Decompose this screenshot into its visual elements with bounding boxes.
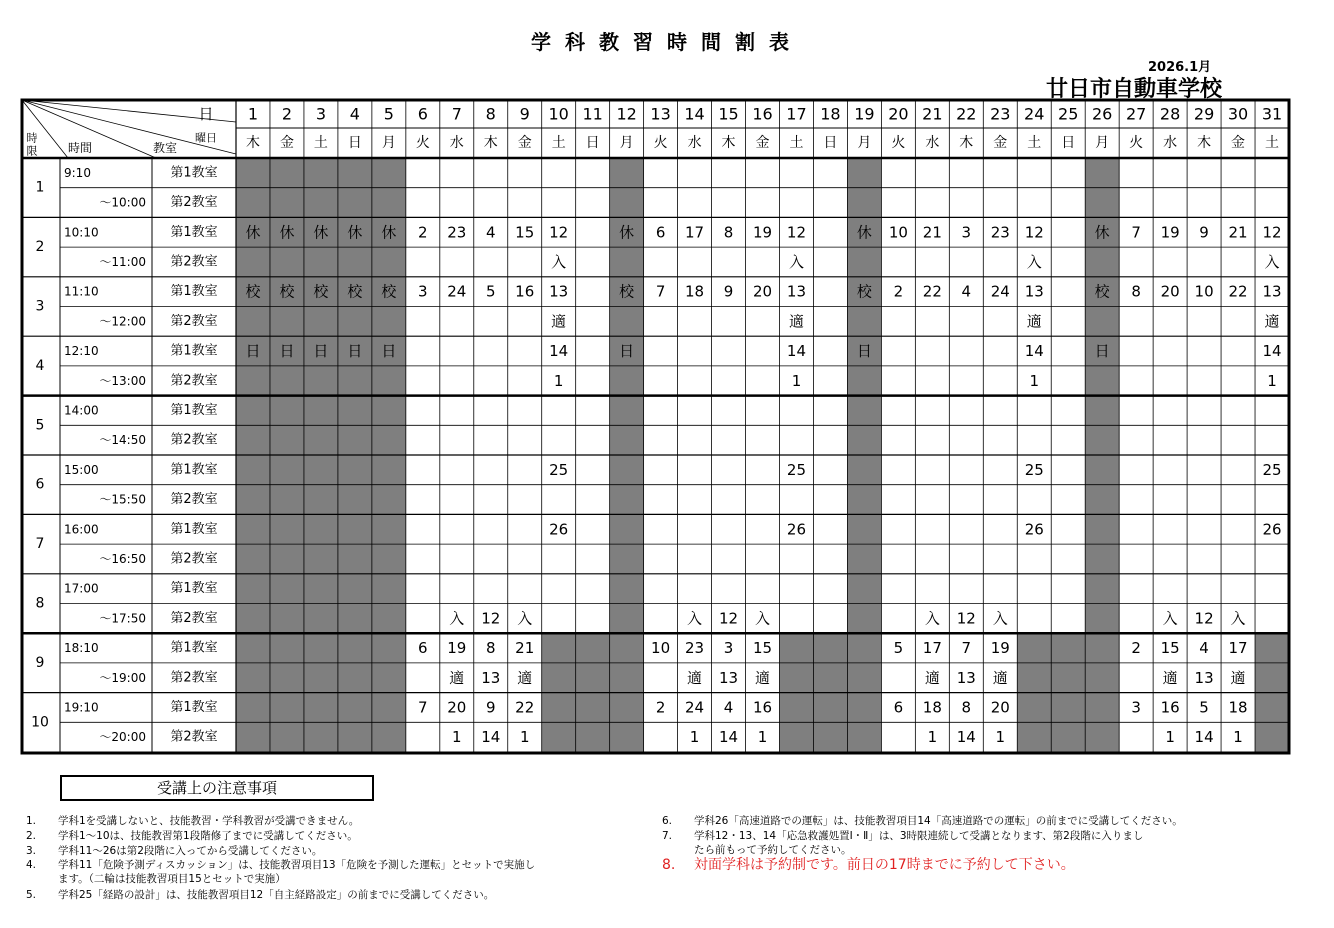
month-label: 2026.1月: [1148, 60, 1212, 75]
period-start-time: 17:00: [64, 581, 99, 596]
schedule-cell: 15: [1160, 639, 1180, 658]
period-number: 4: [35, 357, 45, 374]
schedule-cell: 19: [447, 639, 467, 658]
weekday: 日: [823, 135, 838, 151]
note-2: 2. 学科1～10は、技能教習第1段階修了までに受講してください。: [26, 830, 358, 842]
schedule-cell: 1: [689, 728, 700, 747]
schedule-cell: 3: [1131, 698, 1141, 717]
room-1-label: 第1教室: [170, 165, 218, 181]
note-8: 8. 対面学科は予約制です。前日の17時までに予約して下さい。: [662, 857, 1075, 873]
schedule-cell: 21: [1228, 223, 1248, 242]
period-number: 10: [31, 714, 49, 731]
schedule-cell: 1: [927, 728, 938, 747]
schedule-cell: 日: [279, 342, 295, 361]
schedule-cell: 4: [961, 282, 972, 301]
schedule-cell: 16: [752, 698, 773, 717]
notice-title: 受講上の注意事項: [60, 775, 374, 801]
schedule-cell: 校: [279, 282, 295, 301]
schedule-cell: 18: [685, 282, 705, 301]
schedule-cell: 入: [687, 609, 703, 628]
schedule-cell: 14: [1024, 342, 1044, 361]
schedule-cell: 10: [651, 639, 671, 658]
schedule-cell: 8: [1131, 282, 1141, 301]
page-title: 学科教習時間割表: [531, 30, 803, 54]
day-number: 29: [1193, 104, 1215, 124]
schedule-cell: 25: [1262, 460, 1282, 479]
weekday: 土: [1027, 135, 1042, 151]
schedule-cell: 入: [1026, 252, 1042, 271]
day-number: 3: [315, 104, 327, 124]
weekday: 土: [551, 135, 566, 151]
weekday: 水: [1163, 135, 1178, 151]
room-2-label: 第2教室: [170, 551, 218, 567]
day-number: 27: [1125, 104, 1147, 124]
weekday: 水: [687, 135, 702, 151]
schedule-cell: 日: [313, 342, 329, 361]
note-7: 7. 学科12・13、14「応急救護処置Ⅰ・Ⅱ」は、3時限連続して受講となります、第2段階に入りまし たら前もって予約してください。: [662, 830, 1144, 856]
schedule-cell: 1: [1233, 728, 1243, 747]
schedule-cell: 7: [1131, 223, 1141, 242]
period-end-time: ～11:00: [99, 254, 146, 269]
period-start-time: 16:00: [64, 522, 99, 537]
schedule-cell: 13: [956, 668, 976, 687]
room-2-label: 第2教室: [170, 195, 218, 211]
header-day-label: 日: [198, 105, 214, 123]
period-start-time: 12:10: [64, 344, 99, 359]
weekday: 土: [1265, 135, 1280, 151]
period-end-time: ～17:50: [99, 611, 146, 626]
schedule-cell: 適: [551, 312, 567, 331]
schedule-cell: 2: [1131, 639, 1141, 658]
day-number: 15: [718, 104, 739, 124]
schedule-cell: 校: [1094, 282, 1110, 301]
weekday: 水: [449, 135, 464, 151]
day-number: 8: [485, 104, 496, 124]
period-number: 1: [35, 179, 45, 196]
schedule-cell: 休: [1094, 223, 1110, 242]
schedule-cell: 8: [723, 223, 734, 242]
period-number: 2: [35, 239, 45, 256]
weekday: 木: [721, 135, 736, 151]
schedule-cell: 適: [1230, 668, 1246, 687]
schedule-cell: 適: [1264, 312, 1280, 331]
weekday: 火: [891, 135, 906, 151]
schedule-cell: 休: [313, 223, 329, 242]
day-number: 2: [281, 104, 293, 124]
schedule-cell: 休: [245, 223, 261, 242]
schedule-cell: 日: [245, 342, 261, 361]
schedule-cell: 15: [752, 639, 773, 658]
room-1-label: 第1教室: [170, 521, 218, 537]
period-start-time: 11:10: [64, 284, 99, 299]
period-end-time: ～20:00: [99, 730, 146, 745]
schedule-cell: 21: [515, 639, 535, 658]
weekday: 土: [789, 135, 804, 151]
schedule-cell: 2: [893, 282, 904, 301]
day-number: 19: [854, 104, 875, 124]
schedule-cell: 13: [1024, 282, 1044, 301]
period-start-time: 15:00: [64, 462, 99, 477]
schedule-cell: 14: [956, 728, 976, 747]
schedule-cell: 20: [752, 282, 773, 301]
weekday: 金: [993, 135, 1008, 151]
schedule-cell: 適: [1026, 312, 1042, 331]
day-number: 31: [1261, 104, 1283, 124]
period-end-time: ～14:50: [99, 433, 146, 448]
day-number: 7: [451, 104, 462, 124]
weekday: 木: [245, 135, 260, 151]
schedule-cell: 16: [515, 282, 535, 301]
period-start-time: 9:10: [64, 165, 91, 180]
schedule-cell: 適: [1162, 668, 1178, 687]
schedule-cell: 1: [452, 728, 462, 747]
schedule-cell: 13: [1194, 668, 1214, 687]
weekday: 月: [381, 135, 396, 151]
room-2-label: 第2教室: [170, 313, 218, 329]
schedule-cell: 日: [381, 342, 397, 361]
schedule-cell: 14: [1262, 342, 1282, 361]
schedule-cell: 入: [992, 609, 1008, 628]
schedule-cell: 22: [515, 698, 535, 717]
schedule-cell: 5: [485, 282, 496, 301]
schedule-cell: 6: [418, 639, 428, 658]
schedule-cell: 2: [655, 698, 666, 717]
schedule-cell: 適: [687, 668, 703, 687]
room-1-label: 第1教室: [170, 402, 218, 418]
schedule-cell: 13: [718, 668, 739, 687]
schedule-cell: 9: [723, 282, 734, 301]
schedule-cell: 20: [990, 698, 1010, 717]
schedule-cell: 校: [245, 282, 261, 301]
schedule-cell: 4: [1199, 639, 1209, 658]
header-weekday-label: 曜日: [195, 131, 217, 145]
schedule-cell: 26: [786, 520, 807, 539]
period-end-time: ～13:00: [99, 373, 146, 388]
room-1-label: 第1教室: [170, 699, 218, 715]
room-1-label: 第1教室: [170, 343, 218, 359]
schedule-cell: 24: [447, 282, 467, 301]
day-number: 11: [582, 104, 603, 124]
day-number: 4: [349, 104, 360, 124]
schedule-cell: 校: [347, 282, 363, 301]
schedule-cell: 5: [893, 639, 904, 658]
day-number: 9: [519, 104, 530, 124]
room-2-label: 第2教室: [170, 670, 218, 686]
schedule-cell: 1: [1267, 371, 1277, 390]
room-2-label: 第2教室: [170, 432, 218, 448]
schedule-cell: 6: [655, 223, 666, 242]
day-number: 13: [650, 104, 671, 124]
day-number: 26: [1091, 104, 1113, 124]
schedule-cell: 10: [888, 223, 908, 242]
schedule-cell: 適: [992, 668, 1008, 687]
period-start-time: 19:10: [64, 700, 99, 715]
period-number: 7: [35, 536, 45, 553]
day-number: 6: [417, 104, 428, 124]
schedule-cell: 26: [1024, 520, 1044, 539]
note-1: 1. 学科1を受講しないと、技能教習・学科教習が受講できません。: [26, 815, 360, 827]
schedule-cell: 17: [685, 223, 705, 242]
room-2-label: 第2教室: [170, 492, 218, 508]
day-number: 5: [383, 104, 394, 124]
schedule-cell: 入: [551, 252, 567, 271]
weekday: 月: [1095, 135, 1110, 151]
schedule-cell: 25: [786, 460, 807, 479]
schedule-cell: 24: [685, 698, 705, 717]
period-end-time: ～15:50: [99, 492, 146, 507]
schedule-cell: 1: [1165, 728, 1175, 747]
day-number: 28: [1159, 104, 1181, 124]
weekday: 日: [1061, 135, 1076, 151]
day-number: 23: [990, 104, 1011, 124]
header-period-label: 限: [26, 144, 38, 158]
room-1-label: 第1教室: [170, 640, 218, 656]
schedule-cell: 12: [549, 223, 569, 242]
schedule-cell: 入: [449, 609, 465, 628]
room-2-label: 第2教室: [170, 254, 218, 270]
weekday: 木: [959, 135, 974, 151]
day-number: 12: [616, 104, 637, 124]
schedule-cell: 休: [381, 223, 397, 242]
day-number: 24: [1024, 104, 1045, 124]
period-end-time: ～10:00: [99, 195, 146, 210]
room-2-label: 第2教室: [170, 373, 218, 389]
room-1-label: 第1教室: [170, 462, 218, 478]
schedule-cell: 12: [481, 609, 501, 628]
schedule-cell: 5: [1199, 698, 1209, 717]
period-number: 5: [35, 417, 45, 434]
day-number: 21: [922, 104, 943, 124]
schedule-cell: 適: [788, 312, 804, 331]
schedule-cell: 1: [757, 728, 768, 747]
schedule-cell: 校: [381, 282, 397, 301]
day-number: 1: [247, 104, 259, 124]
schedule-cell: 12: [718, 609, 739, 628]
schedule-cell: 23: [685, 639, 705, 658]
day-number: 10: [548, 104, 569, 124]
schedule-cell: 校: [856, 282, 872, 301]
schedule-cell: 1: [1029, 371, 1040, 390]
schedule-cell: 入: [754, 609, 771, 628]
school-name: 廿日市自動車学校: [1046, 77, 1223, 102]
schedule-cell: 8: [485, 639, 496, 658]
schedule-cell: 21: [922, 223, 942, 242]
weekday: 月: [857, 135, 872, 151]
header-period-label: 時: [26, 131, 38, 145]
room-1-label: 第1教室: [170, 284, 218, 300]
schedule-cell: 校: [619, 282, 635, 301]
schedule-cell: 休: [856, 223, 872, 242]
schedule-cell: 19: [990, 639, 1010, 658]
day-number: 22: [956, 104, 977, 124]
weekday: 木: [483, 135, 498, 151]
schedule-cell: 17: [1228, 639, 1248, 658]
schedule-cell: 日: [619, 342, 635, 361]
header-room-label: 教室: [152, 141, 178, 155]
schedule-cell: 14: [549, 342, 569, 361]
schedule-cell: 15: [515, 223, 535, 242]
schedule-cell: 入: [1162, 609, 1178, 628]
schedule-cell: 1: [791, 371, 802, 390]
schedule-cell: 適: [754, 668, 771, 687]
weekday: 金: [279, 135, 294, 151]
schedule-cell: 適: [924, 668, 940, 687]
schedule-cell: 12: [1024, 223, 1044, 242]
period-number: 3: [35, 298, 45, 315]
weekday: 火: [415, 135, 430, 151]
day-number: 18: [820, 104, 841, 124]
schedule-cell: 日: [1094, 342, 1110, 361]
schedule-cell: 24: [990, 282, 1010, 301]
schedule-cell: 休: [619, 223, 635, 242]
schedule-cell: 8: [961, 698, 972, 717]
schedule-cell: 3: [961, 223, 972, 242]
schedule-cell: 17: [922, 639, 942, 658]
schedule-cell: 12: [1262, 223, 1282, 242]
day-number: 16: [752, 104, 773, 124]
schedule-cell: 13: [786, 282, 807, 301]
schedule-cell: 7: [961, 639, 972, 658]
schedule-cell: 12: [786, 223, 807, 242]
schedule-cell: 19: [752, 223, 773, 242]
schedule-cell: 4: [723, 698, 734, 717]
weekday: 日: [585, 135, 600, 151]
schedule-cell: 適: [517, 668, 533, 687]
schedule-cell: 4: [485, 223, 496, 242]
note-5: 5. 学科25「経路の設計」は、技能教習項目12「自主経路設定」の前までに受講してください。: [26, 889, 495, 901]
schedule-cell: 入: [1264, 252, 1280, 271]
schedule-cell: 23: [447, 223, 467, 242]
schedule-cell: 14: [481, 728, 501, 747]
room-2-label: 第2教室: [170, 729, 218, 745]
schedule-cell: 25: [549, 460, 569, 479]
period-number: 6: [35, 476, 45, 493]
schedule-cell: 23: [990, 223, 1010, 242]
schedule-cell: 9: [485, 698, 496, 717]
schedule-cell: 7: [418, 698, 428, 717]
schedule-cell: 22: [922, 282, 942, 301]
schedule-cell: 10: [1194, 282, 1214, 301]
room-1-label: 第1教室: [170, 224, 218, 240]
weekday: 火: [1129, 135, 1144, 151]
day-number: 20: [888, 104, 909, 124]
schedule-cell: 7: [655, 282, 666, 301]
room-1-label: 第1教室: [170, 581, 218, 597]
schedule-cell: 13: [1262, 282, 1282, 301]
weekday: 木: [1197, 135, 1212, 151]
period-start-time: 18:10: [64, 641, 99, 656]
period-number: 9: [35, 654, 45, 671]
period-start-time: 10:10: [64, 225, 99, 240]
day-number: 14: [684, 104, 705, 124]
schedule-cell: 14: [1194, 728, 1214, 747]
weekday: 金: [1231, 135, 1246, 151]
schedule-cell: 18: [1228, 698, 1248, 717]
note-6: 6. 学科26「高速道路での運転」は、技能教習項目14「高速道路での運転」の前までに受講してください。: [662, 815, 1183, 827]
weekday: 金: [755, 135, 770, 151]
weekday: 日: [347, 135, 362, 151]
schedule-cell: 休: [279, 223, 295, 242]
weekday: 金: [517, 135, 532, 151]
header-time-label: 時間: [67, 141, 93, 155]
weekday: 土: [313, 135, 328, 151]
weekday: 火: [653, 135, 668, 151]
period-end-time: ～12:00: [99, 314, 146, 329]
schedule-cell: 12: [1194, 609, 1214, 628]
note-4: 4. 学科11「危険予測ディスカッション」は、技能教習項目13「危険を予測した運転」とセットで実施し ます。（二輪は技能教習項目15とセットで実施）: [26, 859, 536, 885]
schedule-cell: 入: [1230, 609, 1246, 628]
schedule-cell: 2: [418, 223, 428, 242]
schedule-cell: 26: [549, 520, 569, 539]
day-number: 25: [1058, 104, 1079, 124]
schedule-cell: 12: [956, 609, 976, 628]
schedule-cell: 3: [723, 639, 734, 658]
schedule-cell: 9: [1199, 223, 1209, 242]
schedule-cell: 26: [1262, 520, 1282, 539]
room-2-label: 第2教室: [170, 610, 218, 626]
schedule-cell: 日: [856, 342, 872, 361]
schedule-cell: 校: [313, 282, 329, 301]
schedule-cell: 3: [418, 282, 428, 301]
schedule-cell: 入: [924, 609, 940, 628]
schedule-cell: 1: [553, 371, 564, 390]
schedule-cell: 13: [549, 282, 569, 301]
schedule-cell: 20: [1160, 282, 1180, 301]
period-start-time: 14:00: [64, 403, 99, 418]
schedule-cell: 適: [449, 668, 465, 687]
period-number: 8: [35, 595, 45, 612]
schedule-cell: 19: [1160, 223, 1180, 242]
schedule-cell: 入: [517, 609, 533, 628]
schedule-cell: 1: [995, 728, 1006, 747]
weekday: 水: [925, 135, 940, 151]
schedule-cell: 日: [347, 342, 363, 361]
schedule-cell: 25: [1024, 460, 1044, 479]
schedule-cell: 18: [922, 698, 942, 717]
day-number: 17: [786, 104, 807, 124]
schedule-cell: 22: [1228, 282, 1248, 301]
period-end-time: ～19:00: [99, 670, 146, 685]
schedule-cell: 16: [1160, 698, 1180, 717]
schedule-cell: 6: [893, 698, 904, 717]
schedule-cell: 14: [786, 342, 807, 361]
schedule-cell: 休: [347, 223, 363, 242]
note-3: 3. 学科11～26は第2段階に入ってから受講してください。: [26, 845, 323, 857]
schedule-cell: 13: [481, 668, 501, 687]
schedule-cell: 14: [718, 728, 739, 747]
schedule-cell: 入: [788, 252, 804, 271]
day-number: 30: [1227, 104, 1249, 124]
weekday: 月: [619, 135, 634, 151]
period-end-time: ～16:50: [99, 551, 146, 566]
schedule-cell: 1: [519, 728, 530, 747]
schedule-cell: 20: [447, 698, 467, 717]
